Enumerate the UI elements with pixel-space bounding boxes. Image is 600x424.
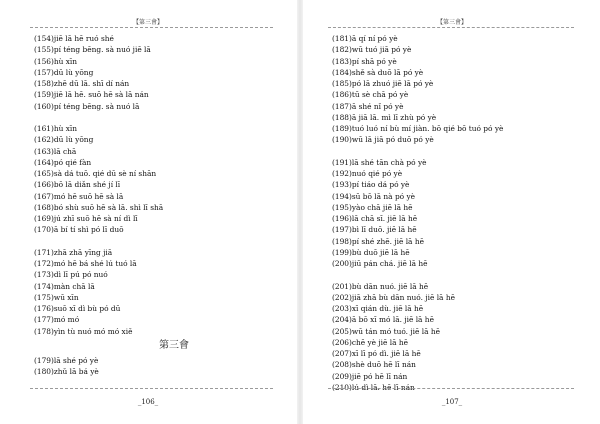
verse-line: (179)lā shé pó yè <box>34 355 99 365</box>
verse-line: (156)hù xīn <box>34 56 78 66</box>
verse-line: (158)zhē dū lā. shī dí nán <box>34 79 130 88</box>
verse-line: (186)tū sè chā pó yè <box>332 90 409 100</box>
verse-line: (167)mó hē suō hē sà lā <box>34 191 124 201</box>
verse-line: (204)ā bō xī mó lā. jiē lā hē <box>332 315 434 325</box>
verse-line: (194)sū bō lā nà pó yè <box>332 191 416 201</box>
verse-line: (157)dū lù yōng <box>34 67 94 77</box>
verse-line: (196)lā chā sī. jiē lā hē <box>332 214 418 223</box>
verse-line: (185)pó lā zhuó jiē lā pó yè <box>332 79 434 88</box>
verse-line: (168)bó shù suō hē sà lā. shì lī shā <box>34 202 164 212</box>
verse-line: (202)jiā zhā bù dān nuó. jiē lā hē <box>332 292 455 302</box>
verse-line: (166)bō lā diǎn shé jí lī <box>34 180 121 190</box>
verse-line: (159)jiē lā hē. suō hē sà lā nán <box>34 90 149 100</box>
verse-line: (182)wū tuó jiā pó yè <box>332 45 412 55</box>
verse-line: (200)jiū pán chá. jiē lā hē <box>332 259 428 268</box>
verse-line: (189)tuó luó ní bù mí jiàn. bō qié bō tuó pó yè <box>332 124 504 133</box>
left-header-divider <box>30 27 273 28</box>
left-page-body <box>34 33 284 377</box>
verse-line: (174)màn chā lā <box>34 281 95 291</box>
verse-line: (210)lú dì lā. hē lī nán <box>332 382 415 392</box>
verse-line: (160)pí téng bēng. sà nuó lā <box>34 101 140 111</box>
verse-group-spacer <box>34 236 284 247</box>
verse-line: (169)jú zhī suō hē sà ní dì lī <box>34 214 138 223</box>
verse-line: (191)lā shé tān chà pó yè <box>332 157 427 167</box>
verse-line: (197)bì lī duō. jiē lā hē <box>332 225 417 235</box>
verse-line: (162)dū lù yōng <box>34 135 94 145</box>
verse-line: (190)wū lā jiā pó duō pó yè <box>332 135 434 145</box>
verse-line: (171)zhā zhā yīng jiā <box>34 247 113 257</box>
verse-line: (178)yìn tù nuó mó mó xiě <box>34 326 133 336</box>
verse-group-spacer <box>332 146 587 157</box>
verse-line: (199)bù duō jiē lā hē <box>332 247 410 257</box>
verse-line: (155)pí téng bēng. sà nuó jiē lā <box>34 45 151 55</box>
verse-group-spacer <box>332 269 587 280</box>
verse-line: (188)ā jiā lā. mì lī zhù pó yè <box>332 112 437 122</box>
verse-line: (177)mó mó <box>34 315 80 325</box>
verse-line: (172)mó hē bá shé lú tuó lā <box>34 259 137 268</box>
verse-line: (163)lā chā <box>34 146 77 156</box>
verse-line: (170)ā bí tí shì pó lī duō <box>34 225 124 235</box>
right-header-divider <box>328 27 574 28</box>
verse-line: (198)pí shé zhē. jiē lā hē <box>332 236 424 246</box>
right-page <box>304 0 600 424</box>
left-footer-divider <box>30 388 273 389</box>
verse-line: (154)jiē lā hē ruó shé <box>34 34 114 43</box>
verse-line: (209)jiē pó hē lī nán <box>332 371 408 381</box>
verse-line: (187)ā shé nǐ pó yè <box>332 101 404 111</box>
verse-line: (175)wū xīn <box>34 292 79 302</box>
verse-line: (183)pí shā pó yè <box>332 56 397 66</box>
verse-line: (208)shè duō hē lī nán <box>332 360 416 370</box>
left-page <box>0 0 296 424</box>
verse-line: (164)pó qié fàn <box>34 157 92 167</box>
verse-line: (205)wū tán mó tuó. jiē lā hē <box>332 326 440 336</box>
verse-line: (161)hù xīn <box>34 124 78 133</box>
right-page-body <box>332 33 587 393</box>
verse-line: (176)suō xī dì bù pó dū <box>34 304 121 313</box>
verse-line: (203)xī qián dù. jiē lā hē <box>332 304 424 313</box>
verse-line: (206)chē yè jiē lā hē <box>332 337 409 347</box>
verse-line: (181)ā qí ní pó yè <box>332 34 398 43</box>
left-page-number: _106_ <box>137 398 159 406</box>
right-page-header: 【第三會】 <box>436 19 467 26</box>
right-page-number: _107_ <box>441 398 463 406</box>
book-gutter <box>297 0 303 424</box>
verse-line: (193)pí tiáo dá pó yè <box>332 180 410 190</box>
verse-line: (165)sà dá tuō. qié dū sè ní shān <box>34 169 157 178</box>
verse-group-spacer <box>34 112 284 123</box>
verse-line: (207)xī lī pó dì. jiē lā hē <box>332 349 421 358</box>
left-page-header: 【第三會】 <box>132 19 163 26</box>
right-footer-divider <box>328 388 574 389</box>
section-title: 第三會 <box>159 339 189 351</box>
verse-line: (184)shě sà duō lā pó yè <box>332 67 424 77</box>
verse-line: (173)dì lī pú pó nuó <box>34 270 108 280</box>
verse-line: (192)nuó qié pó yè <box>332 169 403 178</box>
verse-line: (195)yào chā jiē lā hē <box>332 202 413 212</box>
verse-line: (201)bù dān nuó. jiē lā hē <box>332 281 429 291</box>
verse-line: (180)zhǔ lā bá yè <box>34 367 99 376</box>
